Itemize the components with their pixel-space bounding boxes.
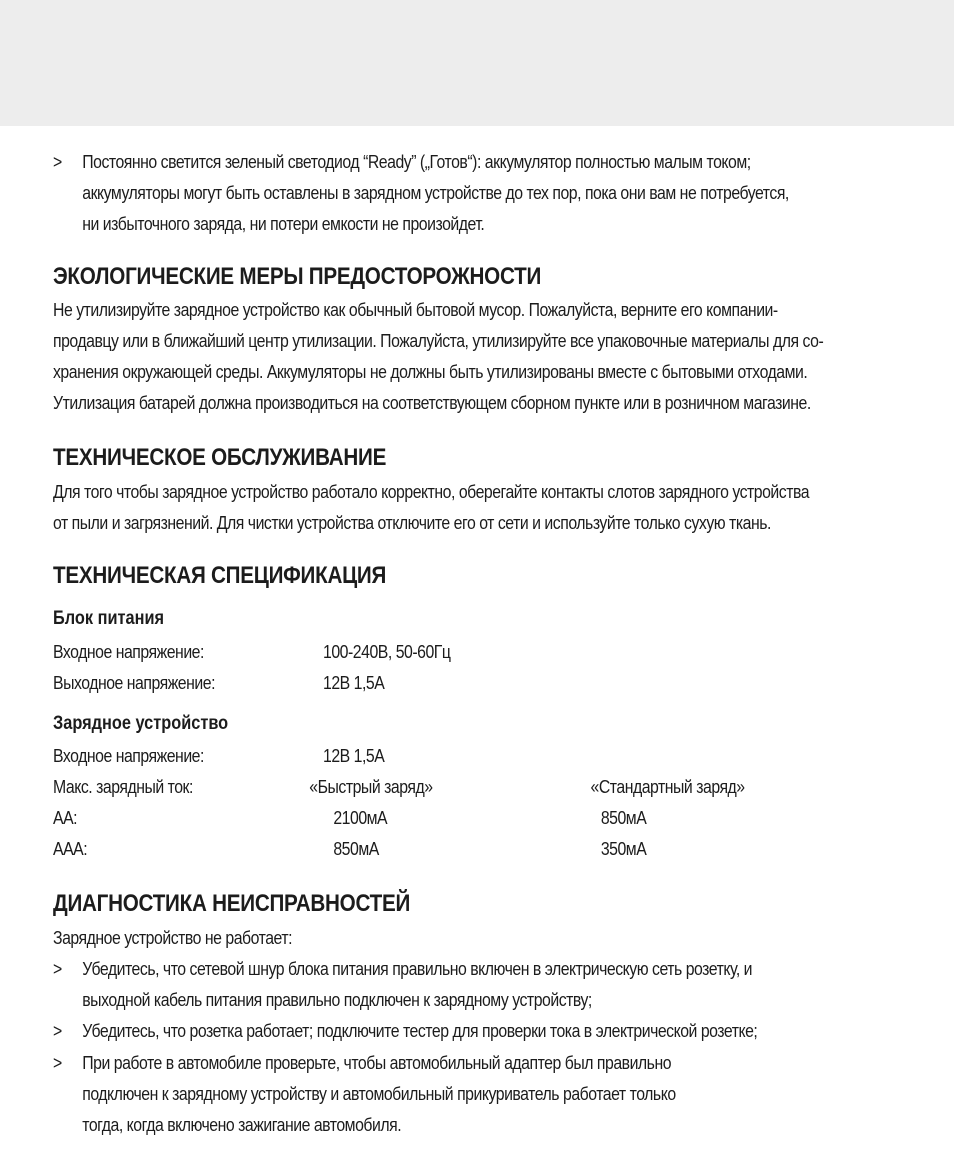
spec-value: 12В 1,5А <box>323 745 385 766</box>
spec-label: Входное напряжение: <box>53 745 204 766</box>
spec-label: Макс. зарядный ток: <box>53 776 193 797</box>
spec-row <box>53 740 913 771</box>
subheading-psu: Блок питания <box>53 608 165 629</box>
charger-spec-table <box>53 740 913 864</box>
spec-row <box>53 771 913 802</box>
text-line: выходной кабель питания правильно подключен к зарядному устройству; <box>82 989 592 1010</box>
text-line: аккумуляторы могут быть оставлены в зарядном устройстве до тех пор, пока они вам не потребуется, <box>82 182 789 203</box>
text-line: хранения окружающей среды. Аккумуляторы не должны быть утилизированы вместе с бытовыми отходами. <box>53 361 808 382</box>
troubleshooting-intro: Зарядное устройство не работает: <box>53 927 293 948</box>
intro-bullet <box>53 146 954 239</box>
spec-label: ААА: <box>53 838 88 859</box>
spec-row <box>53 802 913 833</box>
section-heading-troubleshooting: ДИАГНОСТИКА НЕИСПРАВНОСТЕЙ <box>53 890 411 917</box>
spec-value: 100-240В, 50-60Гц <box>323 641 451 662</box>
text-line: При работе в автомобиле проверьте, чтобы автомобильный адаптер был правильно <box>82 1052 672 1073</box>
maintenance-paragraph <box>53 476 913 538</box>
text-line: Постоянно светится зеленый светодиод “Ready” („Готов“): аккумулятор полностью малым током; <box>82 151 751 172</box>
text-line: продавцу или в ближайший центр утилизации. Пожалуйста, утилизируйте все упаковочные материалы для со- <box>53 330 824 351</box>
text-line: Не утилизируйте зарядное устройство как обычный бытовой мусор. Пожалуйста, верните его компании- <box>53 299 778 320</box>
spec-label: Входное напряжение: <box>53 641 204 662</box>
text-line: тогда, когда включено зажигание автомобиля. <box>82 1114 402 1135</box>
psu-spec-table <box>53 636 913 698</box>
subheading-charger: Зарядное устройство <box>53 713 229 734</box>
spec-row <box>53 833 913 864</box>
spec-row <box>53 667 913 698</box>
troubleshooting-bullet <box>53 1015 942 1046</box>
spec-column-header-fast: «Быстрый заряд» <box>309 776 433 797</box>
troubleshooting-bullet <box>53 953 942 1015</box>
bullet-marker: > <box>53 958 62 979</box>
eco-paragraph <box>53 294 913 418</box>
text-line: Для того чтобы зарядное устройство работало корректно, оберегайте контакты слотов зарядного устройства <box>53 481 810 502</box>
text-line: от пыли и загрязнений. Для чистки устройства отключите его от сети и используйте только сухую ткань. <box>53 512 771 533</box>
section-heading-eco: ЭКОЛОГИЧЕСКИЕ МЕРЫ ПРЕДОСТОРОЖНОСТИ <box>53 263 542 290</box>
text-line: Убедитесь, что розетка работает; подключите тестер для проверки тока в электрической розетке; <box>82 1020 758 1041</box>
text-line: Утилизация батарей должна производиться на соответствующем сборном пункте или в розничном магазине. <box>53 392 811 413</box>
text-line: Убедитесь, что сетевой шнур блока питания правильно включен в электрическую сеть розетку, и <box>82 958 753 979</box>
text-line: ни избыточного заряда, ни потери емкости не произойдет. <box>82 213 485 234</box>
bullet-marker: > <box>53 1052 62 1073</box>
spec-value: 850мА <box>333 838 379 859</box>
spec-column-header-standard: «Стандартный заряд» <box>590 776 745 797</box>
section-heading-spec: ТЕХНИЧЕСКАЯ СПЕЦИФИКАЦИЯ <box>53 562 387 589</box>
spec-value: 12В 1,5А <box>323 672 385 693</box>
spec-value: 2100мА <box>333 807 388 828</box>
spec-label: Выходное напряжение: <box>53 672 216 693</box>
section-heading-maintenance: ТЕХНИЧЕСКОЕ ОБСЛУЖИВАНИЕ <box>53 444 387 471</box>
spec-label: АА: <box>53 807 78 828</box>
spec-row <box>53 636 913 667</box>
troubleshooting-bullet <box>53 1047 942 1140</box>
spec-value: 350мА <box>600 838 647 859</box>
bullet-marker: > <box>53 151 62 172</box>
text-line: подключен к зарядному устройству и автомобильный прикуриватель работает только <box>82 1083 676 1104</box>
spec-value: 850мА <box>600 807 647 828</box>
bullet-marker: > <box>53 1020 62 1041</box>
